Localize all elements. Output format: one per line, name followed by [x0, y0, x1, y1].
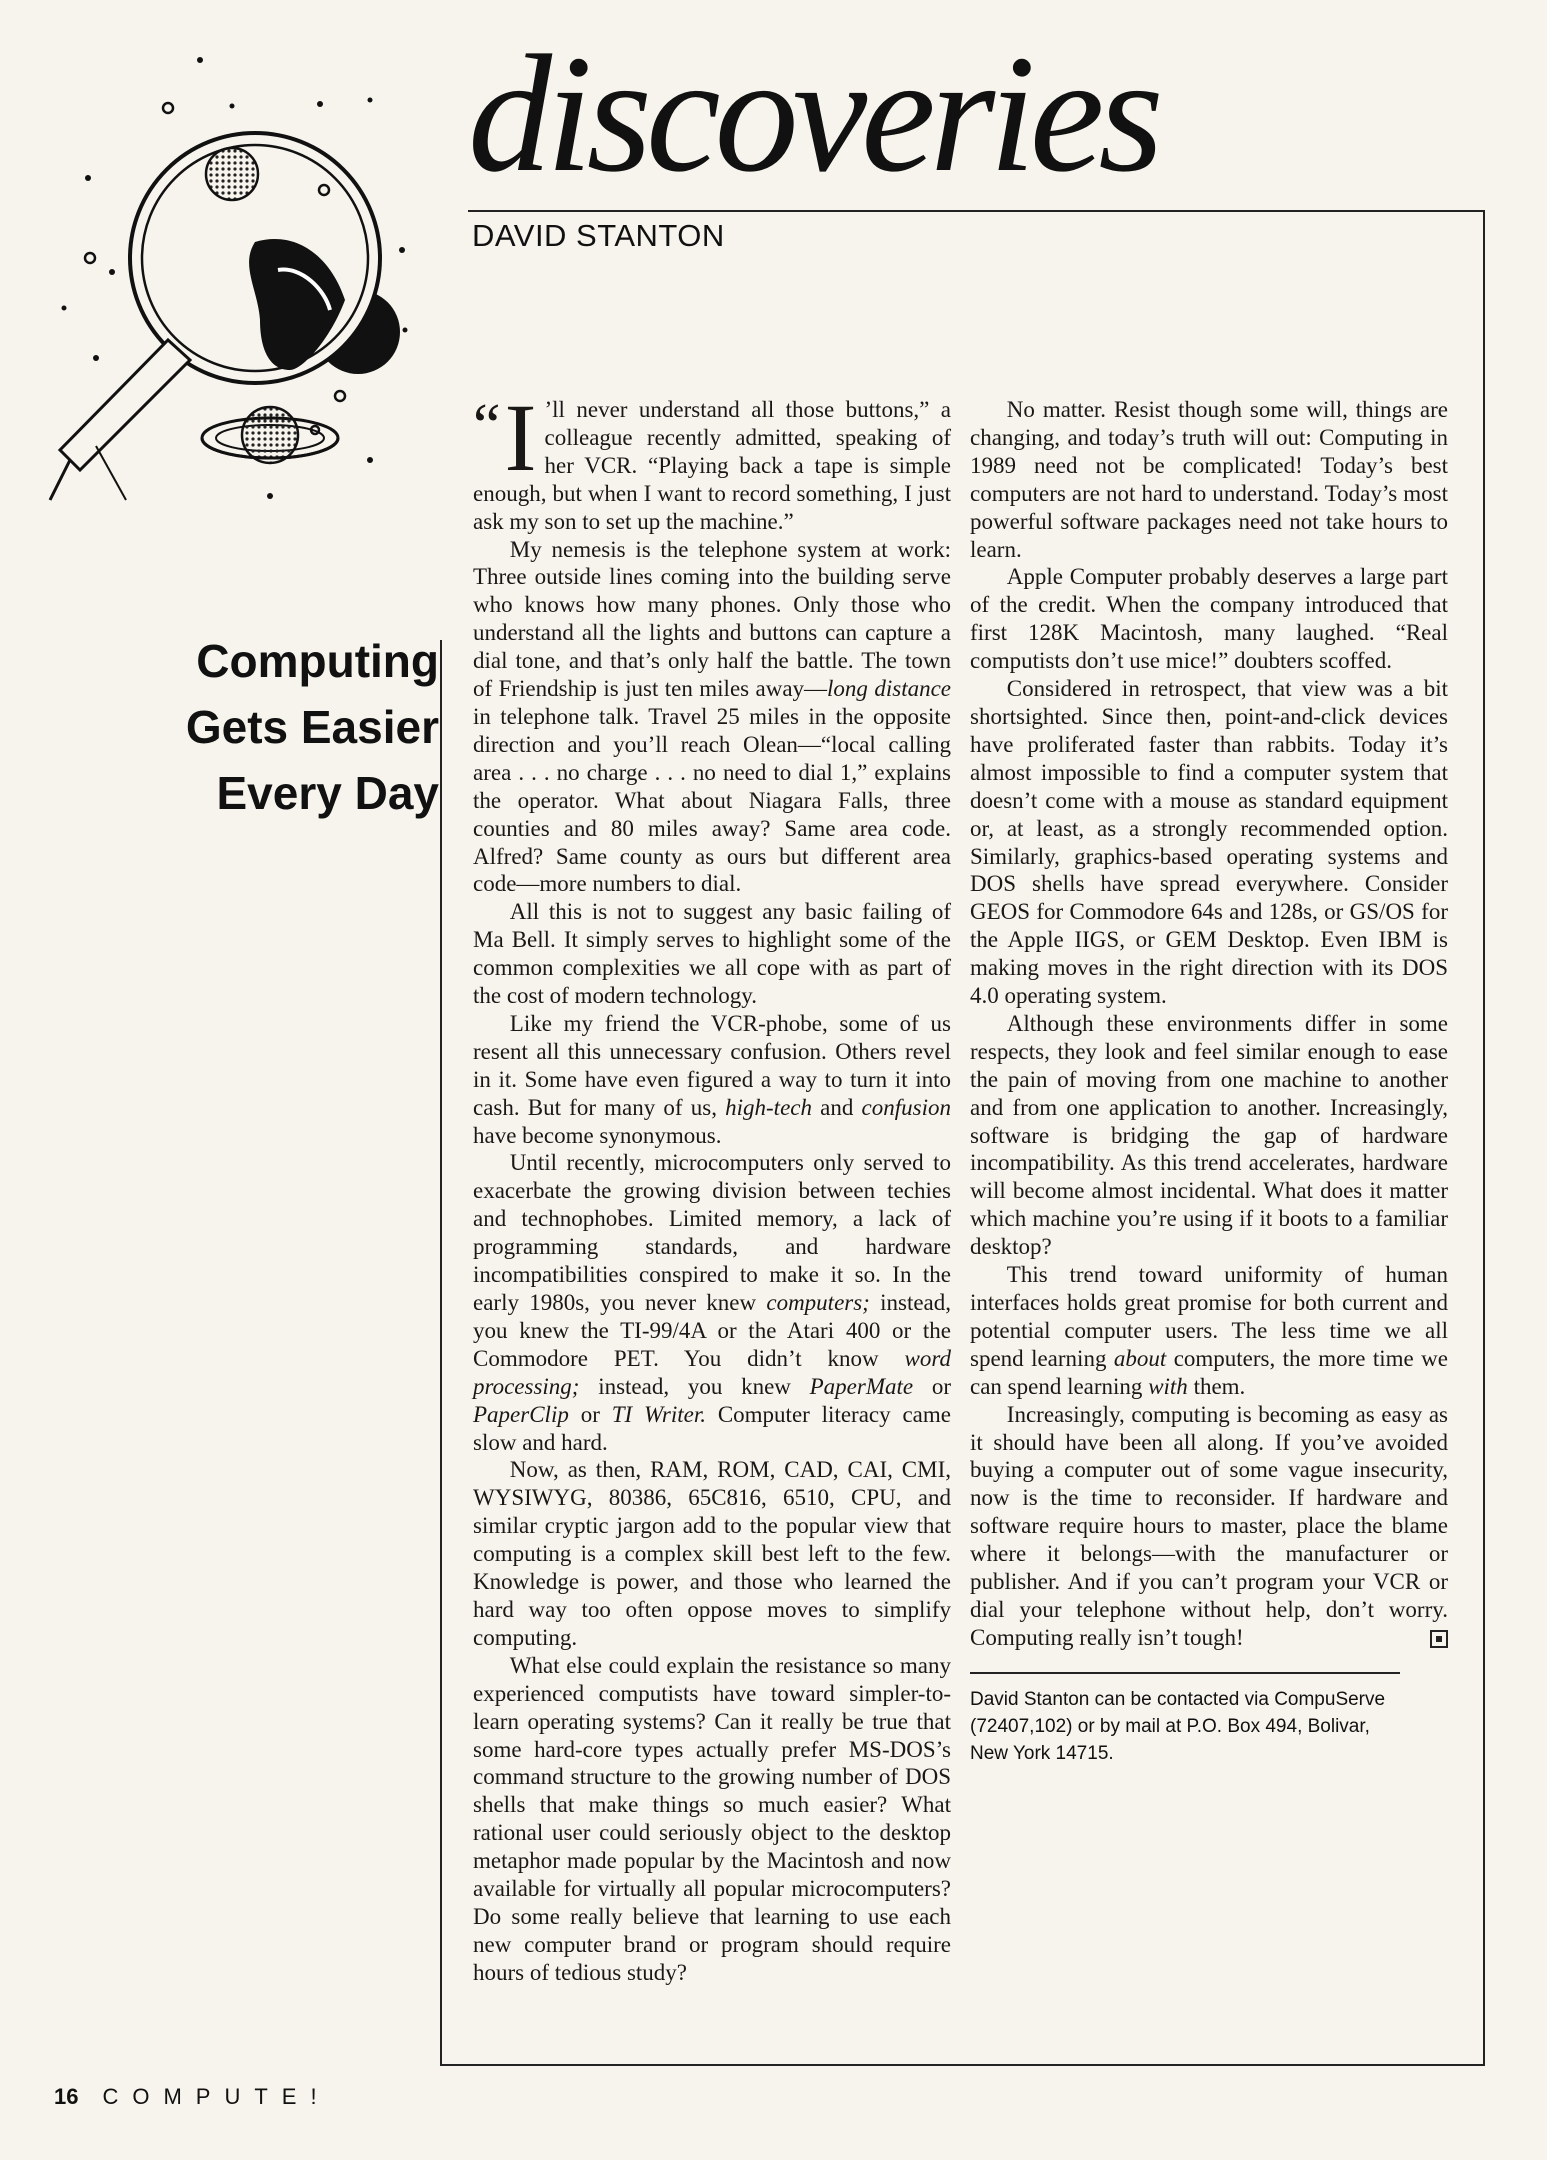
headline-line-1: Computing — [196, 635, 439, 687]
author-bio: David Stanton can be contacted via CompuServe (72407,102) or by mail at P.O. Box 494, Bolivar, New York 14715. — [970, 1688, 1386, 1764]
paragraph-4-text-b: have become synonymous. — [473, 1122, 722, 1148]
bio-divider — [970, 1672, 1400, 1674]
paragraph-4-text-a: Like my friend the VCR-phobe, some of us resent all this unnecessary confusion. Others revel in it. Some have even figured a way to turn it into cash. But for many of us, — [473, 1010, 951, 1120]
paragraph-5-emphasis-1: computers; — [766, 1290, 870, 1315]
paragraph-5-text-a: Until recently, microcomputers only served to exacerbate the growing division between techies and technophobes. Limited memory, a lack of programming standards, and hardware incompatibilities conspired to make it so. In the early 1980s, you never knew — [473, 1150, 951, 1315]
paragraph-12-text-a: This trend toward uniformity of human interfaces holds great promise for both current and potential computer users. The less time we all spend learning — [970, 1262, 1448, 1371]
paragraph-5-text-c: instead, you knew — [579, 1373, 810, 1399]
section-title: discoveries — [468, 21, 1158, 207]
paragraph-12-emphasis-1: about — [1113, 1345, 1167, 1371]
dropcap-letter: I — [504, 384, 537, 491]
article-headline — [139, 628, 439, 826]
headline-line-2: Gets Easier — [185, 701, 439, 753]
paragraph-2-text-b: in telephone talk. Travel 25 miles in the opposite direction and you’ll reach Olean—“local calling area . . . no charge . . . no need to dial 1,” explains the operator. What about Niagara Falls, three counties and 80 miles away? Same area code. Alfred? Same county as ours but different area code—more numbers to dial. — [473, 703, 951, 897]
paragraph-8: No matter. Resist though some will, things are changing, and today’s truth will out: Computing in 1989 need not be complicated! Today’s best computers are not hard to understand. Today’s most powerful software packages need not take hours to learn. — [970, 397, 1448, 562]
paragraph-13-text: Increasingly, computing is becoming as easy as it should have been all along. If you’ve avoided buying a computer out of some vague insecurity, now is the time to reconsider. If hardware and software require hours to master, place the blame where it belongs—with the manufacturer or publisher. And if you can’t program your VCR or dial your telephone without help, don’t worry. Computing really isn’t tough! — [970, 1401, 1448, 1650]
paragraph-5 — [473, 1149, 951, 1456]
paragraph-7: What else could explain the resistance so many experienced computists have toward simpler-to-learn operating systems? Can it really be true that some hard-core types actually prefer MS-DOS’s command structure to the growing number of DOS shells that make things so much easier? What rational user could seriously object to the desktop metaphor made popular by the Macintosh and now available for virtually all popular microcomputers? Do some really believe that learning to use each new computer brand or program should require hours of tedious study? — [473, 1652, 951, 1985]
paragraph-4 — [473, 1010, 951, 1150]
paragraph-5-emphasis-5: TI Writer. — [611, 1401, 706, 1427]
paragraph-4-text-mid: and — [811, 1094, 862, 1120]
paragraph-12-emphasis-2: with — [1148, 1373, 1188, 1399]
paragraph-13 — [970, 1401, 1448, 1652]
paragraph-5-text-b: instead, you knew the TI-99/4A or the Atari 400 or the Commodore PET. You didn’t know — [473, 1290, 951, 1371]
page-footer — [54, 2084, 331, 2110]
paragraph-12-text-b: computers, the more time we can spend learning — [970, 1345, 1448, 1399]
frame-top-rule — [468, 210, 1485, 212]
paragraph-2 — [473, 536, 951, 899]
headline-line-3: Every Day — [216, 767, 439, 819]
dropcap-quote: “ — [473, 392, 501, 460]
paragraph-5-emphasis-3: PaperMate — [809, 1373, 914, 1399]
paragraph-5-text-f: Computer literacy came slow and hard. — [473, 1401, 951, 1455]
paragraph-5-emphasis-2: word processing; — [473, 1345, 951, 1399]
paragraph-5-emphasis-4: PaperClip — [473, 1401, 569, 1427]
paragraph-12-text-c: them. — [1187, 1373, 1246, 1399]
paragraph-9: Apple Computer probably deserves a large part of the credit. When the company introduced that first 128K Macintosh, many laughed. “Real computists don’t use mice!” doubters scoffed. — [970, 564, 1448, 674]
paragraph-1-text: ’ll never understand all those buttons,” a colleague recently admitted, speaking of her VCR. “Playing back a tape is simple enough, but when I want to record something, I just ask my son to set up the machine.” — [473, 397, 951, 534]
magnifying-glass-planets-illustration — [40, 40, 440, 510]
paragraph-10: Considered in retrospect, that view was a bit shortsighted. Since then, point-and-click devices have proliferated faster than rabbits. Today it’s almost impossible to find a computer system that doesn’t come with a mouse as standard equipment or, at least, as a strongly recommended option. Similarly, graphics-based operating systems and DOS shells have spread everywhere. Consider GEOS for Commodore 64s and 128s, or GS/OS for the Apple IIGS, or GEM Desktop. Even IBM is making moves in the right direction with its DOS 4.0 operating system. — [970, 676, 1448, 1009]
paragraph-4-emphasis-2: confusion — [861, 1094, 951, 1120]
paragraph-5-text-d: or — [913, 1373, 951, 1399]
paragraph-3: All this is not to suggest any basic failing of Ma Bell. It simply serves to highlight some of the common complexities we all cope with as part of the cost of modern technology. — [473, 899, 951, 1009]
article-column-left — [473, 384, 951, 1987]
paragraph-2-text-a: My nemesis is the telephone system at work: Three outside lines coming into the building serve who knows how many phones. Only those who understand all the lights and buttons can capture a dial tone, and that’s only half the battle. The town of Friendship is just ten miles away— — [473, 536, 951, 702]
paragraph-6: Now, as then, RAM, ROM, CAD, CAI, CMI, WYSIWYG, 80386, 65C816, 6510, CPU, and similar cryptic jargon add to the popular view that computing is a complex skill best left to the few. Knowledge is power, and those who learned the hard way too often oppose moves to simplify computing. — [473, 1457, 951, 1650]
paragraph-12 — [970, 1261, 1448, 1401]
paragraph-2-emphasis: long distance — [827, 676, 951, 702]
paragraph-11: Although these environments differ in some respects, they look and feel similar enough to ease the pain of moving from one machine to another and from one application to another. Increasingly, software is bridging the gap of hardware incompatibility. As this trend accelerates, hardware will become almost incidental. What does it matter which machine you’re using if it boots to a familiar desktop? — [970, 1010, 1448, 1260]
frame-left-rule — [440, 640, 442, 2066]
end-of-article-mark — [1430, 1630, 1448, 1648]
paragraph-4-emphasis-1: high-tech — [725, 1094, 812, 1120]
magazine-name: COMPUTE! — [102, 2084, 331, 2109]
article-column-right-main — [970, 396, 1448, 1767]
author-byline: DAVID STANTON — [472, 218, 725, 253]
page-number: 16 — [54, 2084, 79, 2109]
paragraph-1 — [473, 384, 951, 536]
frame-right-rule — [1483, 210, 1485, 2066]
paragraph-5-text-e: or — [568, 1401, 612, 1427]
frame-bottom-rule — [440, 2064, 1485, 2066]
